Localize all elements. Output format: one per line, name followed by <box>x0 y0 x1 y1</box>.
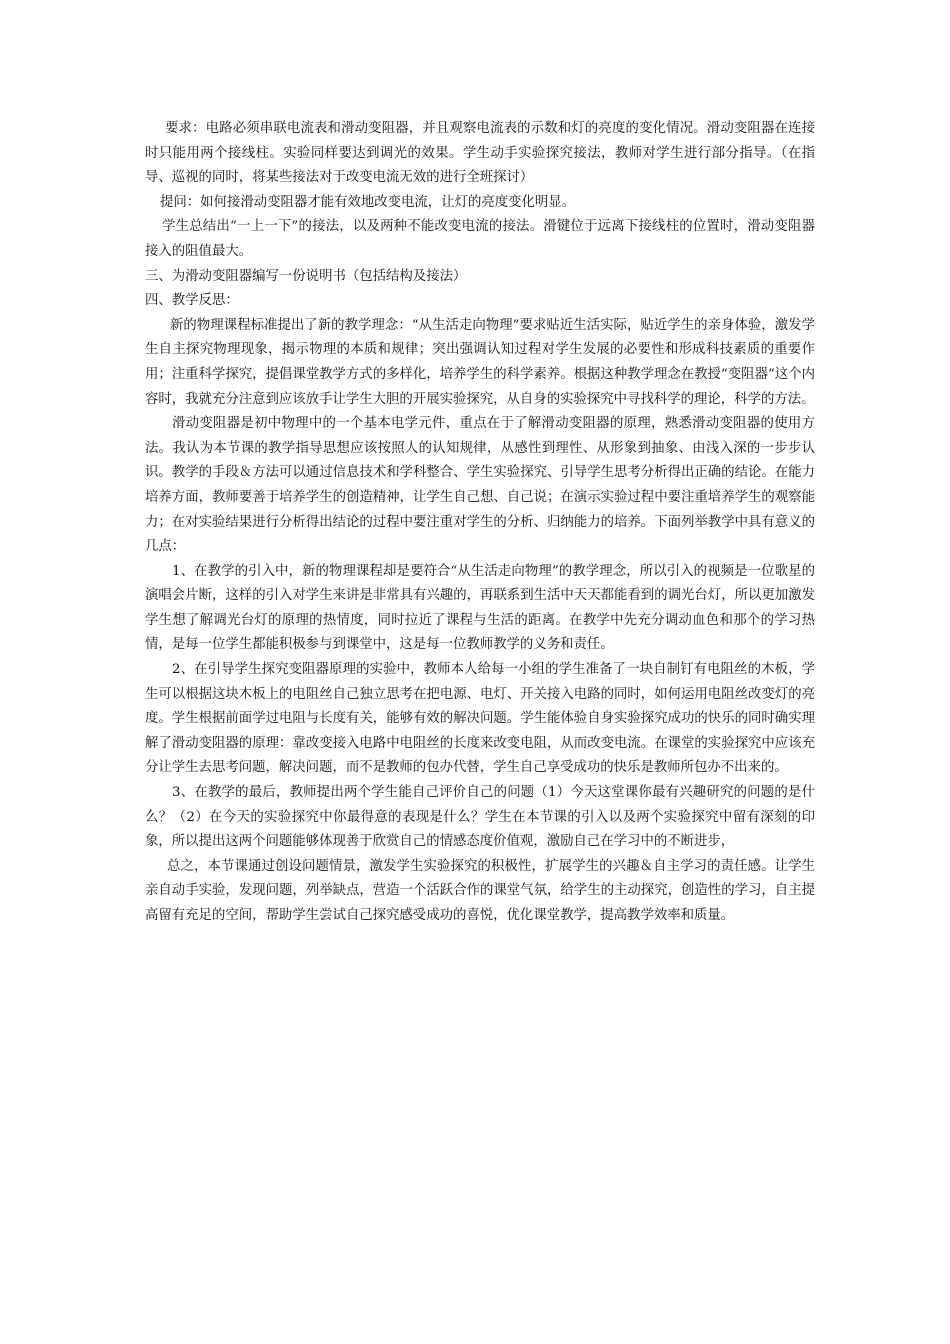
paragraph-conclusion: 总之，本节课通过创设问题情景，激发学生实验探究的积极性，扩展学生的兴趣＆自主学习的责任感。让学生亲自动手实验，发现问题，列举缺点，营造一个活跃合作的课堂气氛，给学生的主动探究，创造性的学习，自主提高留有充足的空间，帮助学生尝试自己探究感受成功的喜悦，优化课堂教学，提高教学效率和质量。 <box>145 858 815 923</box>
paragraph-question: 提问：如何接滑动变阻器才能有效地改变电流，让灯的亮度变化明显。 <box>160 194 576 210</box>
section-heading-reflection: 四、教学反思： <box>145 293 239 309</box>
paragraph-student-summary: 学生总结出“一上一下”的接法，以及两种不能改变电流的接法。滑键位于远离下接线柱的位置时，滑动变阻器接入的阻值最大。 <box>145 219 815 259</box>
paragraph-point-1: 1、在教学的引入中，新的物理课程却是要符合“从生活走向物理”的教学理念，所以引入的视频是一位歌星的演唱会片断，这样的引入对学生来讲是非常具有兴趣的，再联系到生活中天天都能看到的调光台灯，所以更加激发学生想了解调光台灯的原理的热情度，同时拉近了课程与生活的距离。在教学中先充分调动血色和那个的学习热情，是每一位学生都能积极参与到课堂中，这是每一位教师教学的义务和责任。 <box>145 563 815 653</box>
paragraph-reflection-concept: 新的物理课程标准提出了新的教学理念：“从生活走向物理”要求贴近生活实际，贴近学生的亲身体验，激发学生自主探究物理现象，揭示物理的本质和规律；突出强调认知过程对学生发展的必要性和形成科技素质的重要作用；注重科学探究，提倡课堂教学方式的多样化，培养学生的科学素养。根据这种教学理念在教授“变阻器”这个内容时，我就充分注意到应该放手让学生大胆的开展实验探究，从自身的实验探究中寻找科学的理论，科学的方法。 <box>145 317 815 407</box>
paragraph-reflection-method: 滑动变阻器是初中物理中的一个基本电学元件，重点在于了解滑动变阻器的原理，熟悉滑动变阻器的使用方法。我认为本节课的教学指导思想应该按照人的认知规律，从感性到理性、从形象到抽象、由浅入深的一步步认识。教学的手段＆方法可以通过信息技术和学科整合、学生实验探究、引导学生思考分析得出正确的结论。在能力培养方面，教师要善于培养学生的创造精神，让学生自己想、自己说；在演示实验过程中要注重培养学生的观察能力；在对实验结果进行分析得出结论的过程中要注重对学生的分析、归纳能力的培养。下面列举教学中具有意义的几点： <box>145 416 815 555</box>
section-heading-manual: 三、为滑动变阻器编写一份说明书（包括结构及接法） <box>145 268 467 284</box>
paragraph-point-2: 2、在引导学生探究变阻器原理的实验中，教师本人给每一小组的学生准备了一块自制钉有电阻丝的木板，学生可以根据这块木板上的电阻丝自己独立思考在把电源、电灯、开关接入电路的同时，如何运用电阻丝改变灯的亮度。学生根据前面学过电阻与长度有关，能够有效的解决问题。学生能体验自身实验探究成功的快乐的同时确实理解了滑动变阻器的原理：靠改变接入电路中电阻丝的长度来改变电阻，从而改变电流。在课堂的实验探究中应该充分让学生去思考问题，解决问题，而不是教师的包办代替，学生自己享受成功的快乐是教师所包办不出来的。 <box>145 662 815 776</box>
paragraph-point-3: 3、在教学的最后，教师提出两个学生能自己评价自己的问题（1）今天这堂课你最有兴趣研究的问题的是什么？（2）在今天的实验探究中你最得意的表现是什么？学生在本节课的引入以及两个实验探究中留有深刻的印象，所以提出这两个问题能够体现善于欣赏自己的情感态度价值观，激励自己在学习中的不断进步， <box>145 785 815 850</box>
paragraph-requirement: 要求：电路必须串联电流表和滑动变阻器，并且观察电流表的示数和灯的亮度的变化情况。滑动变阻器在连接时只能用两个接线柱。实验同样要达到调光的效果。学生动手实验探究接法，教师对学生进行部分指导。（在指导、巡视的同时，将某些接法对于改变电流无效的进行全班探讨） <box>145 121 815 186</box>
document-body <box>145 117 815 929</box>
